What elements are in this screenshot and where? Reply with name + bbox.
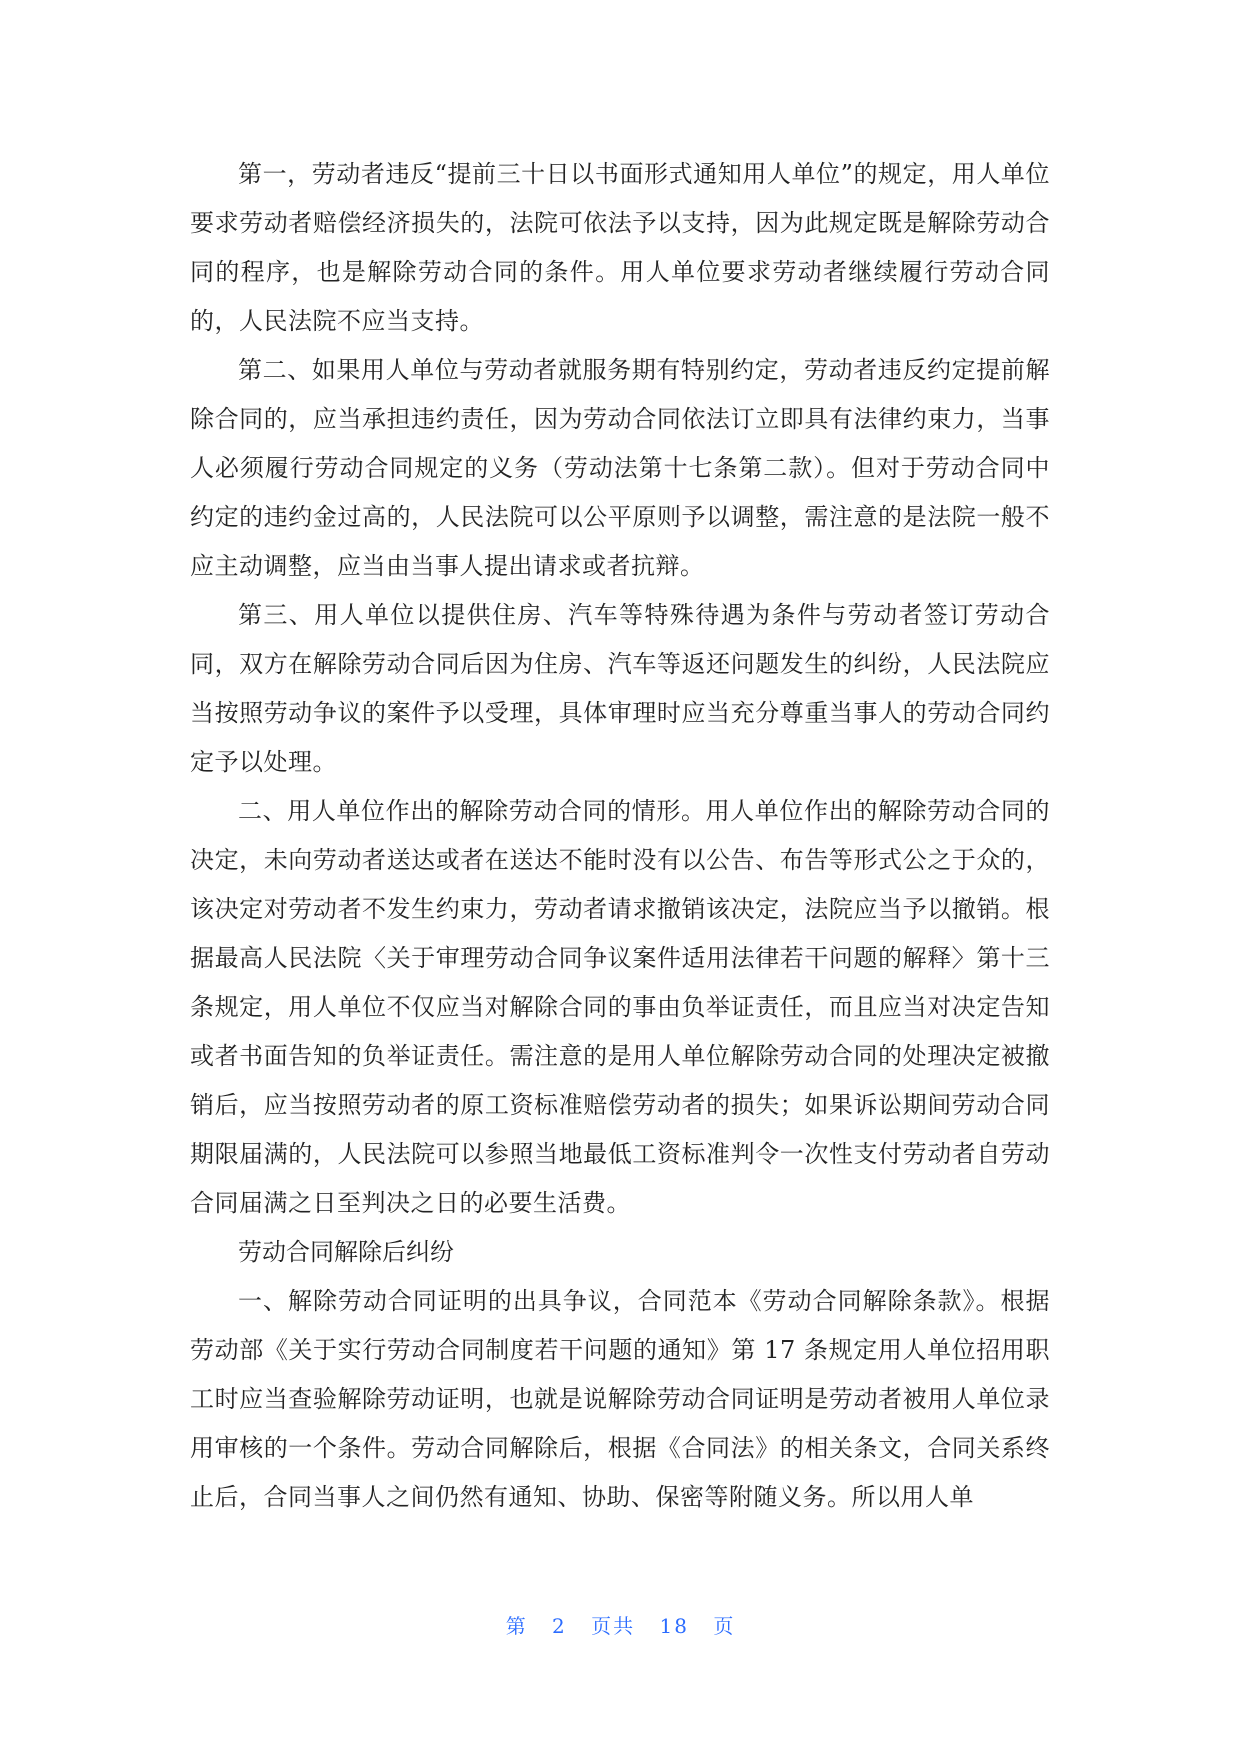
footer-total-pages: 18 — [659, 1614, 689, 1638]
paragraph-4: 二、用人单位作出的解除劳动合同的情形。用人单位作出的解除劳动合同的决定，未向劳动者送达或者在送达不能时没有以公告、布告等形式公之于众的，该决定对劳动者不发生约束力，劳动者请求撤销该决定，法院应当予以撤销。根据最高人民法院〈关于审理劳动合同争议案件适用法律若干问题的解释〉第十三条规定，用人单位不仅应当对解除合同的事由负举证责任，而且应当对决定告知或者书面告知的负举证责任。需注意的是用人单位解除劳动合同的处理决定被撤销后，应当按照劳动者的原工资标准赔偿劳动者的损失；如果诉讼期间劳动合同期限届满的，人民法院可以参照当地最低工资标准判令一次性支付劳动者自劳动合同届满之日至判决之日的必要生活费。 — [190, 797, 1050, 1217]
section-heading: 劳动合同解除后纠纷 — [238, 1238, 454, 1266]
paragraph-1: 第一，劳动者违反“提前三十日以书面形式通知用人单位”的规定，用人单位要求劳动者赔偿经济损失的，法院可依法予以支持，因为此规定既是解除劳动合同的程序，也是解除劳动合同的条件。用人单位要求劳动者继续履行劳动合同的，人民法院不应当支持。 — [190, 160, 1050, 335]
page-footer — [0, 1610, 1241, 1639]
paragraph-3: 第三、用人单位以提供住房、汽车等特殊待遇为条件与劳动者签订劳动合同，双方在解除劳动合同后因为住房、汽车等返还问题发生的纠纷，人民法院应当按照劳动争议的案件予以受理，具体审理时应当充分尊重当事人的劳动合同约定予以处理。 — [190, 601, 1050, 776]
footer-middle: 页共 — [591, 1614, 636, 1638]
footer-current-page: 2 — [552, 1614, 567, 1638]
footer-suffix: 页 — [713, 1614, 736, 1638]
footer-prefix: 第 — [505, 1614, 528, 1638]
paragraph-5: 一、解除劳动合同证明的出具争议，合同范本《劳动合同解除条款》。根据劳动部《关于实行劳动合同制度若干问题的通知》第 17 条规定用人单位招用职工时应当查验解除劳动证明，也就是说解除劳动合同证明是劳动者被用人单位录用审核的一个条件。劳动合同解除后，根据《合同法》的相关条文，合同关系终止后，合同当事人之间仍然有通知、协助、保密等附随义务。所以用人单 — [190, 1287, 1050, 1511]
paragraph-2: 第二、如果用人单位与劳动者就服务期有特别约定，劳动者违反约定提前解除合同的，应当承担违约责任，因为劳动合同依法订立即具有法律约束力，当事人必须履行劳动合同规定的义务（劳动法第十七条第二款）。但对于劳动合同中约定的违约金过高的，人民法院可以公平原则予以调整，需注意的是法院一般不应主动调整，应当由当事人提出请求或者抗辩。 — [190, 356, 1050, 580]
document-body — [190, 150, 1050, 1522]
